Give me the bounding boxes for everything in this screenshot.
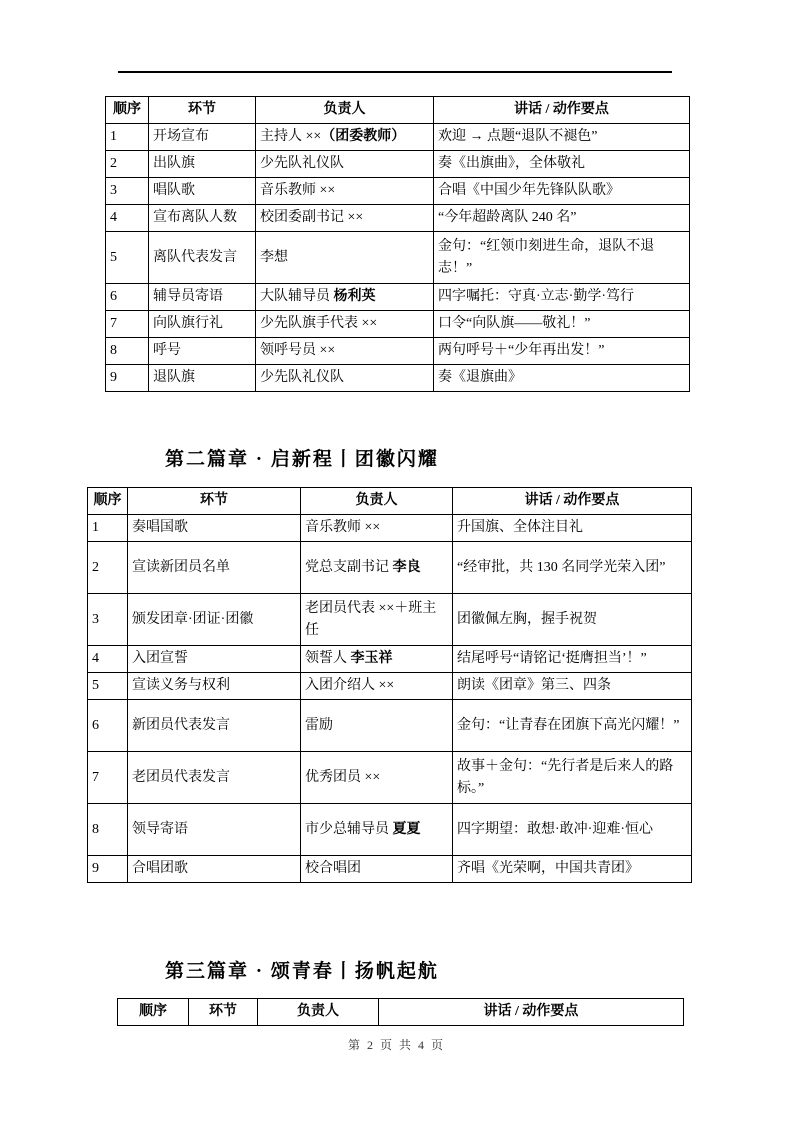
cell-owner: 少先队旗手代表 ××: [256, 311, 434, 338]
cell-no: 9: [88, 856, 128, 883]
cell-no: 5: [88, 673, 128, 700]
col-header-step: 环节: [128, 488, 301, 515]
table-row: [106, 124, 690, 151]
cell-step: 入团宣誓: [128, 646, 301, 673]
cell-owner: 校团委副书记 ××: [256, 205, 434, 232]
table-row: [106, 151, 690, 178]
cell-owner: 少先队礼仪队: [256, 151, 434, 178]
table-row: [88, 752, 692, 804]
cell-no: 1: [88, 515, 128, 542]
table-row: [88, 673, 692, 700]
cell-step: 领导寄语: [128, 804, 301, 856]
cell-no: 5: [106, 232, 149, 284]
table-row: [88, 542, 692, 594]
cell-owner: 音乐教师 ××: [256, 178, 434, 205]
page-header-rule: [118, 71, 672, 73]
table-header-row: [118, 999, 684, 1026]
cell-points: 两句呼号＋“少年再出发！”: [434, 338, 690, 365]
cell-points: 齐唱《光荣啊，中国共青团》: [453, 856, 692, 883]
cell-step: 新团员代表发言: [128, 700, 301, 752]
cell-no: 2: [106, 151, 149, 178]
cell-points: 团徽佩左胸，握手祝贺: [453, 594, 692, 646]
cell-points: “经审批，共 130 名同学光荣入团”: [453, 542, 692, 594]
cell-step: 向队旗行礼: [149, 311, 256, 338]
cell-no: 3: [106, 178, 149, 205]
cell-no: 1: [106, 124, 149, 151]
table-row: [106, 311, 690, 338]
cell-points: 合唱《中国少年先锋队队歌》: [434, 178, 690, 205]
cell-step: 奏唱国歌: [128, 515, 301, 542]
cell-no: 4: [88, 646, 128, 673]
cell-step: 退队旗: [149, 365, 256, 392]
col-header-order: 顺序: [88, 488, 128, 515]
col-header-order: 顺序: [106, 97, 149, 124]
cell-no: 2: [88, 542, 128, 594]
ceremony-table-chapter1: [105, 96, 690, 392]
cell-step: 呼号: [149, 338, 256, 365]
col-header-owner: 负责人: [256, 97, 434, 124]
page-number: 第 2 页 共 4 页: [347, 1038, 445, 1052]
table-row: [88, 804, 692, 856]
table-row: [106, 284, 690, 311]
cell-step: 颁发团章·团证·团徽: [128, 594, 301, 646]
cell-owner: 党总支副书记 李良: [301, 542, 453, 594]
cell-no: 8: [106, 338, 149, 365]
cell-points: 金句：“让青春在团旗下高光闪耀！”: [453, 700, 692, 752]
table-row: [88, 515, 692, 542]
table-row: [88, 594, 692, 646]
cell-owner: 音乐教师 ××: [301, 515, 453, 542]
cell-owner: 大队辅导员 杨利英: [256, 284, 434, 311]
cell-no: 8: [88, 804, 128, 856]
cell-points: 四字嘱托：守真·立志·勤学·笃行: [434, 284, 690, 311]
cell-step: 宣读新团员名单: [128, 542, 301, 594]
cell-points: 朗读《团章》第三、四条: [453, 673, 692, 700]
table-header-row: [106, 97, 690, 124]
cell-points: 奏《出旗曲》，全体敬礼: [434, 151, 690, 178]
cell-no: 9: [106, 365, 149, 392]
cell-owner: 校合唱团: [301, 856, 453, 883]
col-header-step: 环节: [189, 999, 258, 1026]
col-header-points: 讲话 / 动作要点: [453, 488, 692, 515]
cell-step: 开场宣布: [149, 124, 256, 151]
cell-points: “今年超龄离队 240 名”: [434, 205, 690, 232]
cell-step: 辅导员寄语: [149, 284, 256, 311]
cell-owner: 优秀团员 ××: [301, 752, 453, 804]
cell-points: 四字期望：敢想·敢冲·迎难·恒心: [453, 804, 692, 856]
table-row: [106, 365, 690, 392]
col-header-owner: 负责人: [258, 999, 379, 1026]
cell-points: 升国旗、全体注目礼: [453, 515, 692, 542]
cell-step: 合唱团歌: [128, 856, 301, 883]
cell-owner: 李想: [256, 232, 434, 284]
cell-owner: 雷励: [301, 700, 453, 752]
cell-points: 故事＋金句：“先行者是后来人的路标。”: [453, 752, 692, 804]
col-header-owner: 负责人: [301, 488, 453, 515]
cell-no: 6: [106, 284, 149, 311]
cell-owner: 主持人 ××（团委教师）: [256, 124, 434, 151]
table-row: [88, 856, 692, 883]
cell-step: 宣布离队人数: [149, 205, 256, 232]
table-header-row: [88, 488, 692, 515]
table-row: [106, 178, 690, 205]
table-row: [106, 205, 690, 232]
cell-owner: 市少总辅导员 夏夏: [301, 804, 453, 856]
ceremony-table-chapter2: [87, 487, 692, 883]
cell-points: 口令“向队旗——敬礼！”: [434, 311, 690, 338]
cell-no: 6: [88, 700, 128, 752]
cell-owner: 领呼号员 ××: [256, 338, 434, 365]
cell-step: 出队旗: [149, 151, 256, 178]
col-header-step: 环节: [149, 97, 256, 124]
cell-no: 7: [88, 752, 128, 804]
cell-owner: 少先队礼仪队: [256, 365, 434, 392]
table-row: [88, 700, 692, 752]
cell-points: 金句：“红领巾刻进生命，退队不退志！”: [434, 232, 690, 284]
cell-owner: 老团员代表 ××＋班主任: [301, 594, 453, 646]
cell-no: 3: [88, 594, 128, 646]
cell-points: 奏《退旗曲》: [434, 365, 690, 392]
ceremony-table-chapter3: [117, 998, 684, 1026]
cell-no: 4: [106, 205, 149, 232]
table-row: [106, 232, 690, 284]
table-row: [106, 338, 690, 365]
cell-no: 7: [106, 311, 149, 338]
cell-points: 结尾呼号“请铭记‘挺膺担当’！”: [453, 646, 692, 673]
cell-step: 离队代表发言: [149, 232, 256, 284]
cell-step: 老团员代表发言: [128, 752, 301, 804]
col-header-points: 讲话 / 动作要点: [379, 999, 684, 1026]
table-row: [88, 646, 692, 673]
chapter3-heading: 第三篇章 · 颂青春丨扬帆起航: [165, 961, 439, 982]
cell-owner: 入团介绍人 ××: [301, 673, 453, 700]
col-header-order: 顺序: [118, 999, 189, 1026]
cell-owner: 领誓人 李玉祥: [301, 646, 453, 673]
cell-step: 唱队歌: [149, 178, 256, 205]
cell-points: 欢迎 → 点题“退队不褪色”: [434, 124, 690, 151]
chapter2-heading: 第二篇章 · 启新程丨团徽闪耀: [165, 449, 439, 470]
col-header-points: 讲话 / 动作要点: [434, 97, 690, 124]
cell-step: 宣读义务与权利: [128, 673, 301, 700]
